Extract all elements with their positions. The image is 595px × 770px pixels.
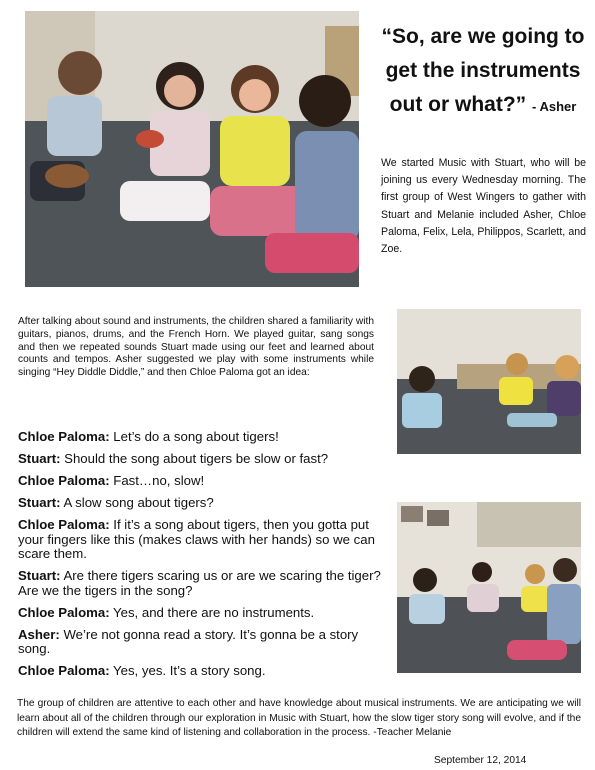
dialogue-line — [18, 496, 384, 511]
dialogue — [18, 430, 384, 686]
dialogue-line — [18, 606, 384, 621]
dialogue-speaker: Chloe Paloma: — [18, 663, 110, 678]
dialogue-text: We’re not gonna read a story. It’s gonna be a story song. — [18, 626, 359, 656]
dialogue-text: A slow song about tigers? — [63, 495, 214, 510]
dialogue-speaker: Stuart: — [18, 451, 61, 466]
dialogue-text: Yes, yes. It’s a story song. — [113, 663, 266, 678]
quote-attribution: - Asher — [532, 99, 577, 114]
dialogue-line — [18, 628, 384, 657]
headline-quote — [376, 20, 590, 124]
dialogue-speaker: Stuart: — [18, 495, 61, 510]
closing-paragraph: The group of children are attentive to each other and have knowledge about musical instruments. We are anticipating we will learn about all of the children through our exploration in Music with Stuart, how the slow tiger story song will evolve, and if the children will extend the same kind of listening and collaboration in the process. -Teacher Melanie — [17, 698, 581, 738]
body-paragraph: After talking about sound and instruments, the children shared a familiarity with guitars, pianos, drums, and the French Horn. We played guitar, sang songs and then we repeated sounds Stuart made using our feet and learned about counts and tempos. Asher suggested we play with some instruments while singing “Hey Diddle Diddle,” and then Chloe Paloma got an idea: — [18, 316, 374, 379]
photo-children-circle — [397, 502, 581, 673]
dialogue-text: Should the song about tigers be slow or fast? — [64, 451, 329, 466]
dialogue-line — [18, 569, 384, 598]
dialogue-speaker: Chloe Paloma: — [18, 473, 110, 488]
dialogue-line — [18, 664, 384, 679]
dialogue-speaker: Chloe Paloma: — [18, 604, 110, 620]
date: September 12, 2014 — [434, 755, 527, 766]
dialogue-text: Let’s do a song about tigers! — [113, 429, 279, 444]
dialogue-line — [18, 430, 384, 445]
intro-paragraph: We started Music with Stuart, who will be joining us every Wednesday morning. The first group of West Wingers to gather with Stuart and Melanie included Asher, Chloe Paloma, Felix, Lela, Philippos, Scarlett, and Zoe. — [381, 157, 586, 256]
dialogue-text: If it’s a song about tigers, then you gotta put your fingers like this (makes claws with her hands) so we can scare them. — [18, 517, 375, 561]
photo-children-with-instruments — [25, 11, 359, 287]
dialogue-text: Fast…no, slow! — [113, 473, 205, 488]
dialogue-line — [18, 474, 384, 489]
photo-children-seated — [397, 309, 581, 454]
dialogue-text: Are there tigers scaring us or are we scaring the tiger? Are we the tigers in the song? — [18, 568, 381, 598]
dialogue-speaker: Chloe Paloma: — [18, 429, 110, 444]
dialogue-text: Yes, and there are no instruments. — [113, 604, 315, 620]
dialogue-speaker: Stuart: — [18, 568, 61, 583]
dialogue-line — [18, 452, 384, 467]
dialogue-line — [18, 518, 384, 562]
dialogue-speaker: Asher: — [18, 626, 60, 642]
dialogue-speaker: Chloe Paloma: — [18, 517, 110, 532]
quote-text: “So, are we going to get the instruments out or what?” — [381, 25, 585, 116]
